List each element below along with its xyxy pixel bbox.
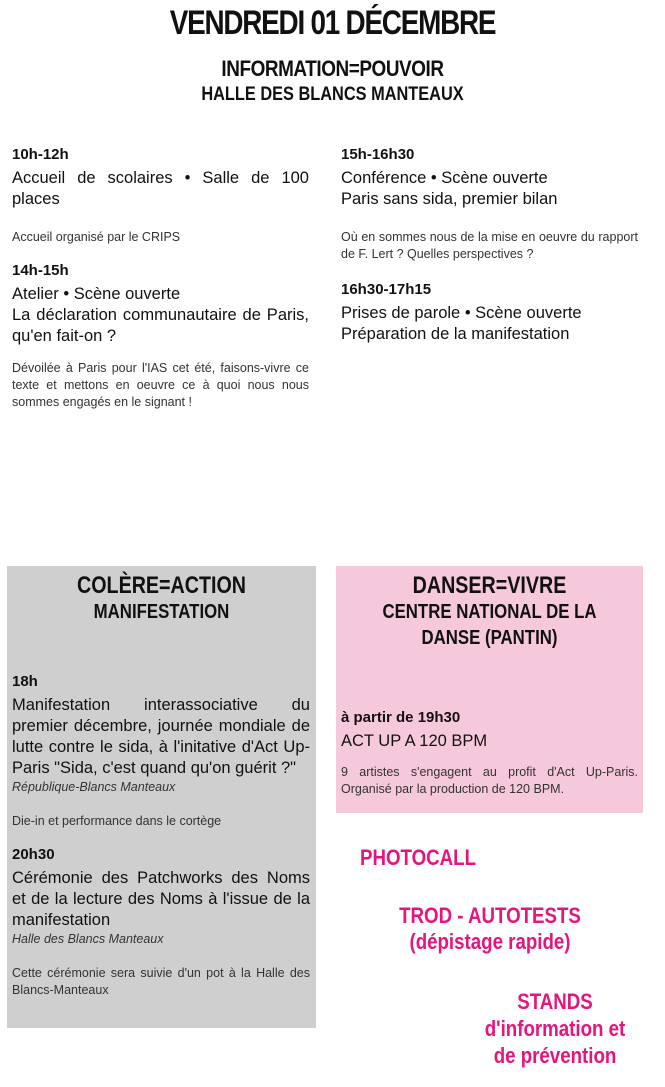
- event-time: 16h30-17h15: [341, 281, 432, 298]
- event-note: Où en sommes nous de la mise en oeuvre du rapport de F. Lert ? Quelles perspectives ?: [341, 230, 638, 261]
- event-time: 10h-12h: [12, 146, 69, 163]
- event-subtitle: Préparation de la manifestation: [341, 325, 570, 343]
- event-note: Cette cérémonie sera suivie d'un pot à la Halle des Blancs-Manteaux: [12, 966, 310, 997]
- right-column: [341, 146, 638, 345]
- box-subheading: DANSE (PANTIN): [421, 627, 558, 649]
- stands-line1: STANDS: [517, 989, 593, 1014]
- event-note: Accueil organisé par le CRIPS: [12, 230, 181, 244]
- page-title: VENDREDI 01 DÉCEMBRE: [169, 4, 496, 42]
- event-subtitle: La déclaration communautaire de Paris, qu'en fait-on ?: [12, 306, 309, 345]
- event-time: à partir de 19h30: [341, 709, 461, 726]
- event-subtitle: Paris sans sida, premier bilan: [341, 190, 558, 208]
- event-time: 15h-16h30: [341, 146, 415, 163]
- left-column: [12, 146, 309, 411]
- event-time: 14h-15h: [12, 262, 69, 279]
- stands-line3: de prévention: [493, 1043, 617, 1068]
- event-location: Halle des Blancs Manteaux: [12, 932, 164, 946]
- venue-heading: HALLE DES BLANCS MANTEAUX: [201, 84, 464, 105]
- photocall-label: PHOTOCALL: [359, 845, 476, 870]
- event-note: Dévoilée à Paris pour l'IAS cet été, faisons-vivre ce texte et mettons en oeuvre ce à quoi nous nous sommes engagés en le signant !: [12, 361, 309, 409]
- trod-line2: (dépistage rapide): [409, 929, 571, 954]
- box-subheading: MANIFESTATION: [93, 601, 230, 623]
- danser-event: [341, 709, 638, 798]
- theme-heading: INFORMATION=POUVOIR: [221, 56, 444, 81]
- event-note: 9 artistes s'engagent au profit d'Act Up-Paris. Organisé par la production de 120 BPM.: [341, 765, 638, 796]
- event-time: 18h: [12, 673, 38, 690]
- trod-line1: TROD - AUTOTESTS: [399, 903, 581, 928]
- stands-line2: d'information et: [484, 1016, 626, 1041]
- danser-vivre-box: [336, 566, 643, 813]
- colere-events: [12, 673, 310, 999]
- event-time: 20h30: [12, 846, 55, 863]
- event-title: Accueil de scolaires • Salle de 100 places: [12, 169, 309, 208]
- event-title: Prises de parole • Scène ouverte: [341, 304, 582, 322]
- colere-action-box: [7, 566, 316, 1028]
- box-heading: COLÈRE=ACTION: [77, 572, 246, 599]
- stands-label: [462, 988, 649, 1069]
- box-heading: DANSER=VIVRE: [412, 572, 567, 599]
- box-subheading: CENTRE NATIONAL DE LA: [382, 601, 597, 623]
- event-title: ACT UP A 120 BPM: [341, 732, 488, 750]
- event-title: Conférence • Scène ouverte: [341, 169, 548, 187]
- event-title: Cérémonie des Patchworks des Noms et de la lecture des Noms à l'issue de la manifestation: [12, 869, 310, 929]
- event-title: Manifestation interassociative du premier décembre, journée mondiale de lutte contre le sida, à l'initative d'Act Up-Paris "Sida, c'est quand qu'on guérit ?": [12, 696, 310, 777]
- trod-label: [388, 903, 592, 955]
- event-title: Atelier • Scène ouverte: [12, 285, 181, 303]
- event-location: République-Blancs Manteaux: [12, 780, 176, 794]
- event-note: Die-in et performance dans le cortège: [12, 814, 222, 828]
